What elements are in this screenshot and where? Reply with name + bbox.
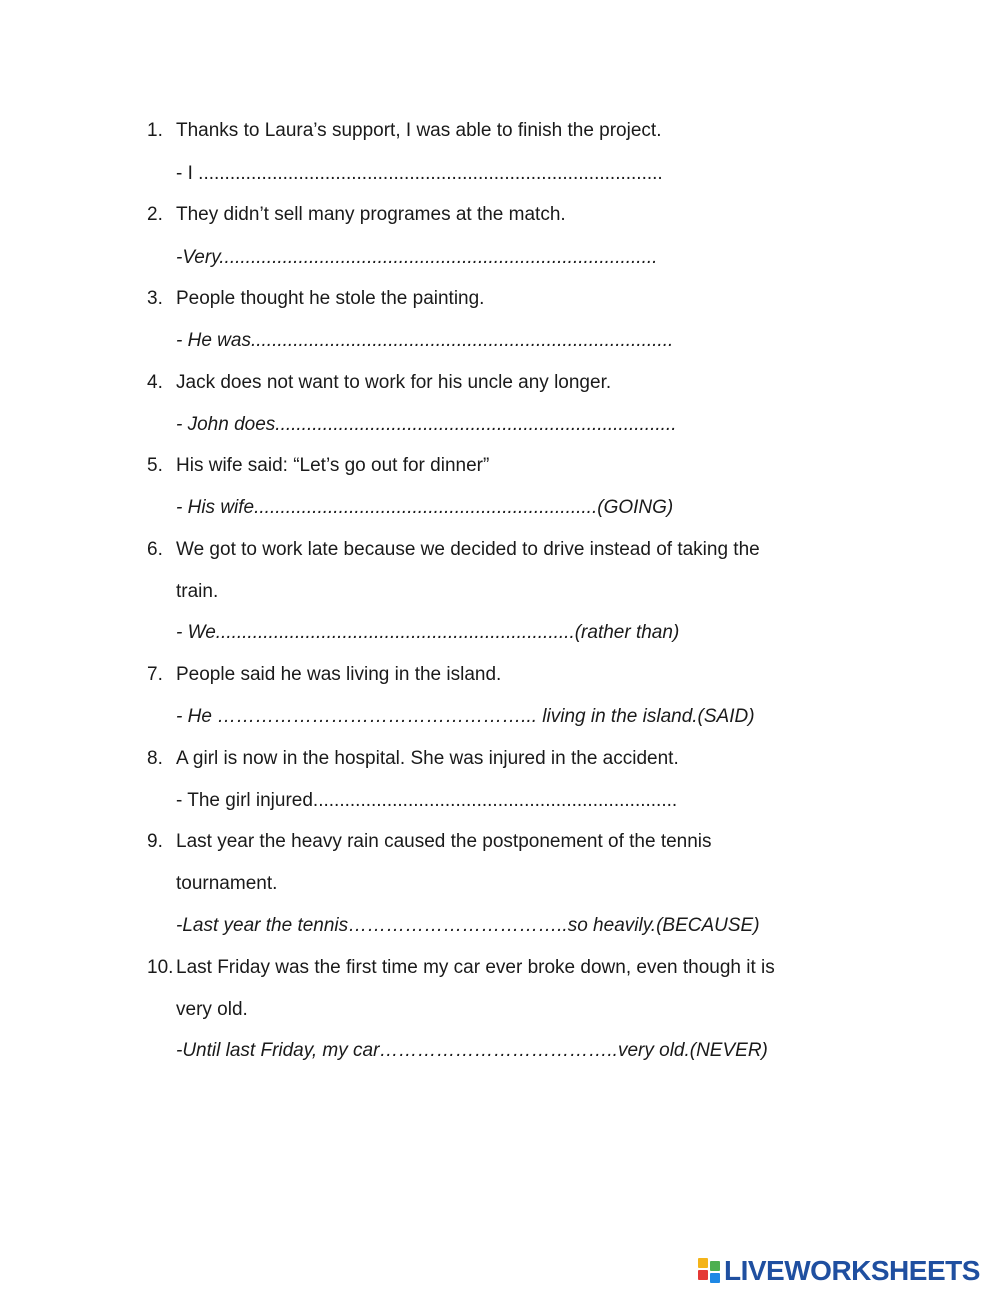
answer-blank[interactable]: -Until last Friday, my car………………………………..very old.(NEVER): [176, 1040, 768, 1061]
answer-blank[interactable]: - He was................................................................................: [176, 330, 674, 351]
answer-blank[interactable]: - His wife.................................................................(GOING): [176, 497, 674, 518]
question-number: 2.: [147, 204, 163, 225]
question-text: His wife said: “Let’s go out for dinner”: [176, 455, 490, 476]
block-blue: [710, 1273, 720, 1283]
question-number: 5.: [147, 455, 163, 476]
blocks-icon: [698, 1258, 722, 1284]
answer-blank[interactable]: - He …………………………………………... living in the island.(SAID): [176, 706, 755, 727]
question-text: Jack does not want to work for his uncle any longer.: [176, 372, 612, 393]
answer-blank[interactable]: - John does............................................................................: [176, 414, 677, 435]
question-text: They didn’t sell many programes at the match.: [176, 204, 566, 225]
answer-blank[interactable]: - The girl injured.....................................................................: [176, 790, 678, 811]
question-number: 3.: [147, 288, 163, 309]
question-text: train.: [176, 581, 219, 602]
question-number: 10.: [147, 957, 174, 978]
block-red: [698, 1270, 708, 1280]
question-text: People thought he stole the painting.: [176, 288, 485, 309]
question-number: 6.: [147, 539, 163, 560]
answer-blank[interactable]: -Very...................................................................................: [176, 247, 658, 268]
question-number: 8.: [147, 748, 163, 769]
question-number: 1.: [147, 120, 163, 141]
question-text: tournament.: [176, 873, 278, 894]
question-text: very old.: [176, 999, 248, 1020]
question-text: People said he was living in the island.: [176, 664, 502, 685]
question-text: Last Friday was the first time my car ever broke down, even though it is: [176, 957, 775, 978]
answer-blank[interactable]: -Last year the tennis……………………………..so heavily.(BECAUSE): [176, 915, 760, 936]
logo-text: LIVEWORKSHEETS: [724, 1255, 980, 1286]
question-number: 9.: [147, 831, 163, 852]
question-number: 4.: [147, 372, 163, 393]
answer-blank[interactable]: - We....................................................................(rather than): [176, 622, 680, 643]
liveworksheets-logo[interactable]: [698, 1256, 980, 1286]
question-text: A girl is now in the hospital. She was injured in the accident.: [176, 748, 679, 769]
question-text: Thanks to Laura’s support, I was able to finish the project.: [176, 120, 662, 141]
question-number: 7.: [147, 664, 163, 685]
answer-blank[interactable]: - I ........................................................................................: [176, 163, 663, 184]
block-yellow: [698, 1258, 708, 1268]
question-text: Last year the heavy rain caused the postponement of the tennis: [176, 831, 712, 852]
block-green: [710, 1261, 720, 1271]
question-text: We got to work late because we decided to drive instead of taking the: [176, 539, 760, 560]
